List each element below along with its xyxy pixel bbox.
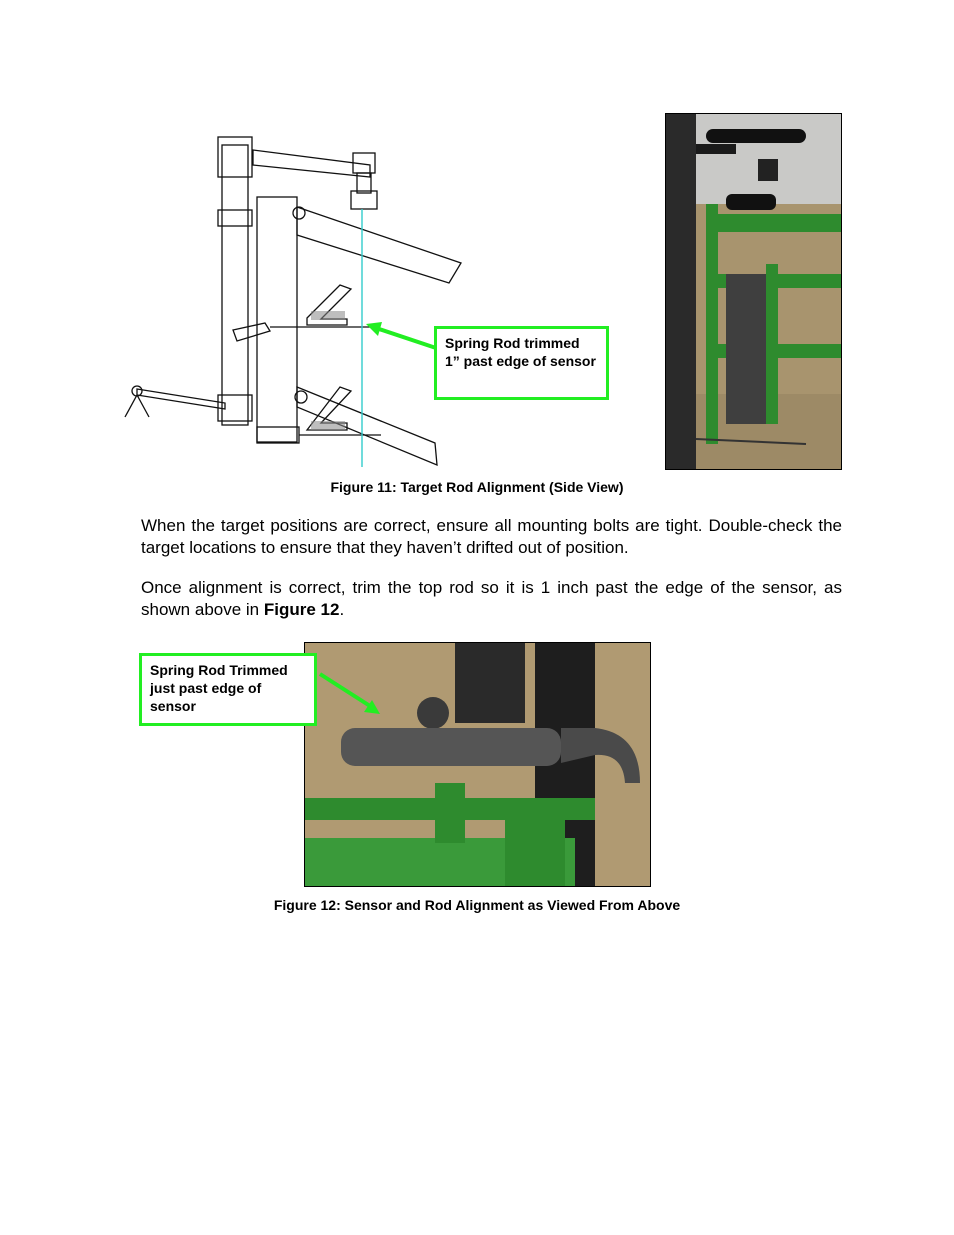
paragraph-bolts: When the target positions are correct, ensure all mounting bolts are tight. Double-check the target locations to ensure that they haven’t drifted out of position. xyxy=(141,516,842,557)
side-view-photo xyxy=(665,113,842,470)
figure-12-caption: Figure 12: Sensor and Rod Alignment as Viewed From Above xyxy=(273,897,681,913)
spring-rod-callout-fig12: Spring Rod Trimmed just past edge of sensor xyxy=(139,653,317,726)
figure-11-caption: Figure 11: Target Rod Alignment (Side View) xyxy=(330,479,624,495)
paragraph-trim: Once alignment is correct, trim the top rod so it is 1 inch past the edge of the sensor, as shown above in Figure 12. xyxy=(141,578,842,619)
figure-12-reference: Figure 12 xyxy=(263,600,340,619)
callout-arrow-fig12 xyxy=(316,668,386,718)
callout-arrow-fig11 xyxy=(360,318,440,358)
side-view-diagram xyxy=(115,125,475,470)
spring-rod-callout-fig11: Spring Rod trimmed 1” past edge of sensor xyxy=(434,326,609,400)
